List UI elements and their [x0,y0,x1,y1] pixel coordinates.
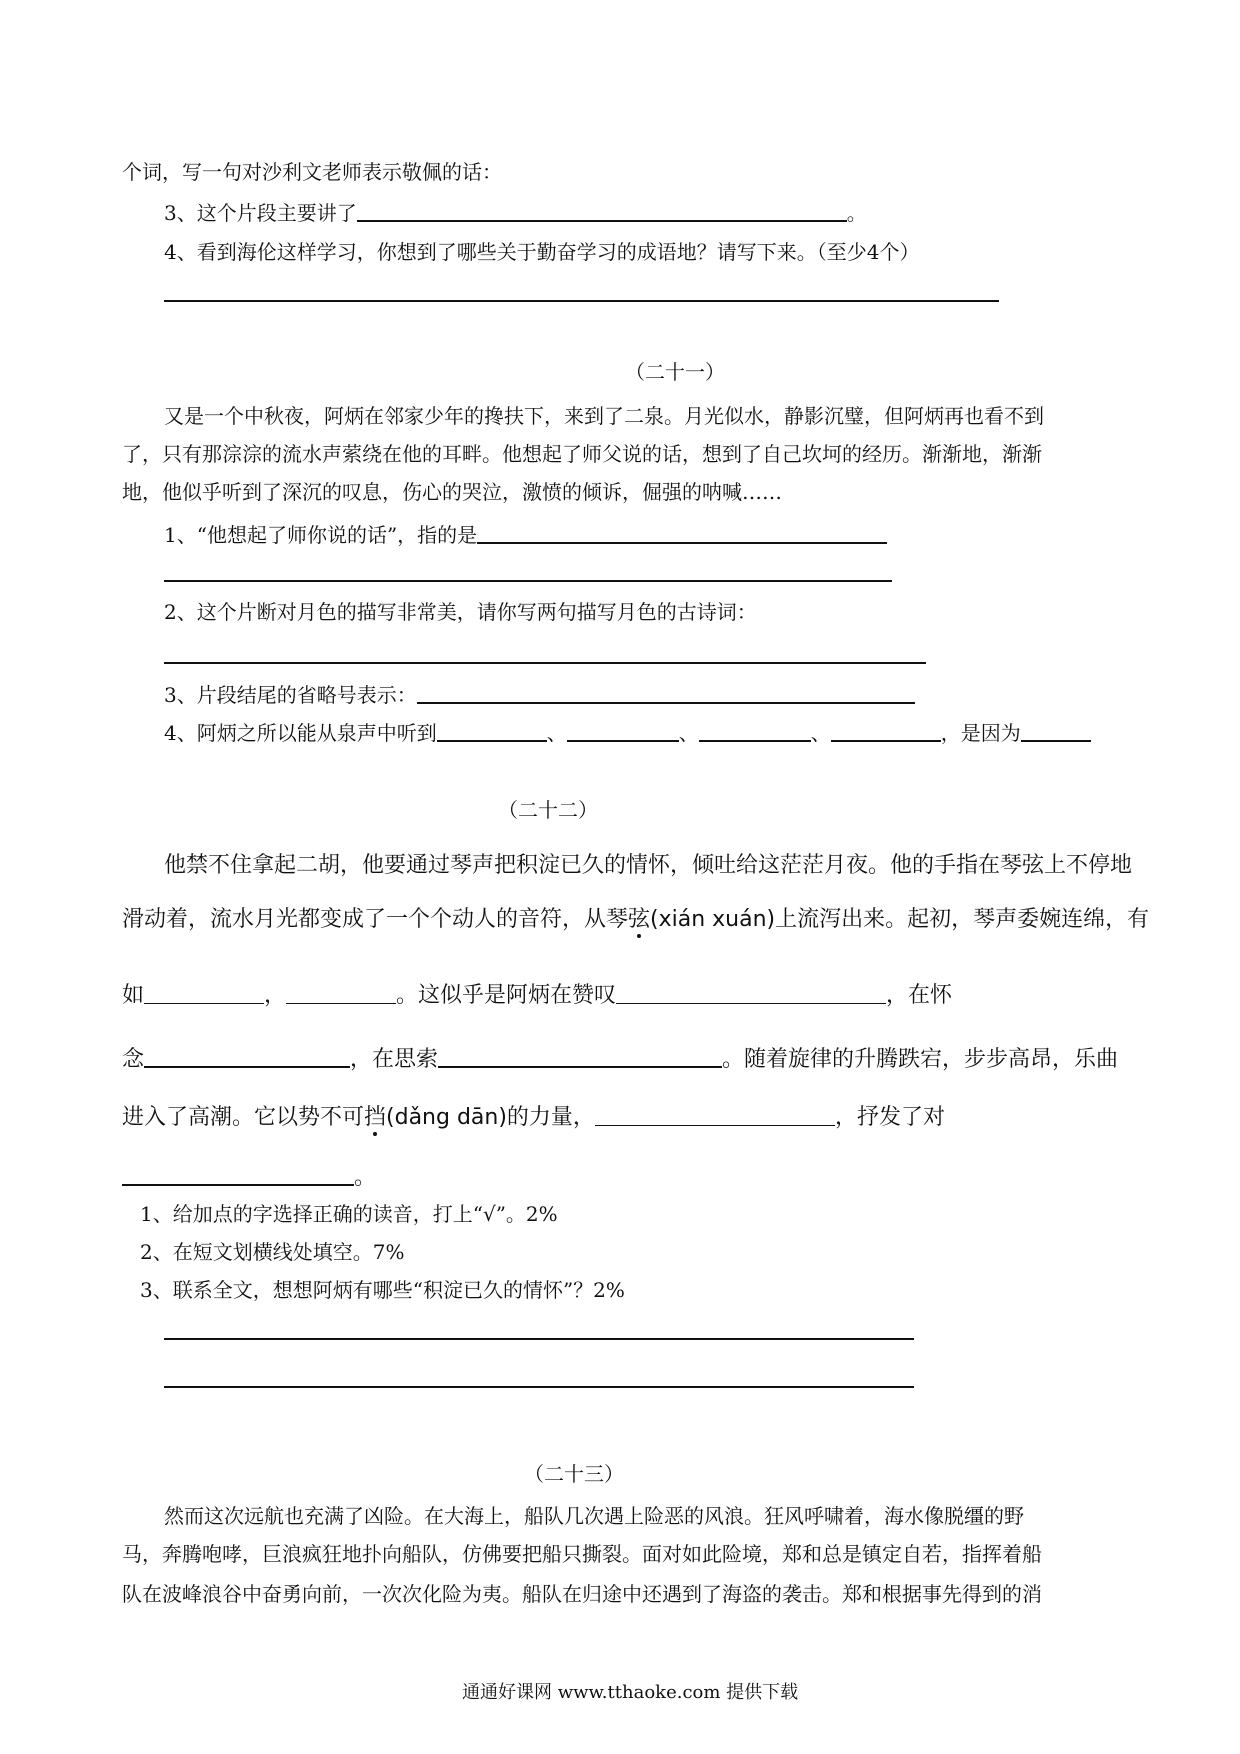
question-3: 3、片段结尾的省略号表示： [164,682,915,707]
question-1: 1、给加点的字选择正确的读音，打上“√”。2% [140,1202,558,1226]
section-title: （二十三） [524,1462,624,1486]
answer-blank[interactable] [567,720,679,742]
answer-blank[interactable] [437,720,547,742]
passage-line: 队在波峰浪谷中奋勇向前，一次次化险为夷。船队在归途中还遇到了海盗的袭击。郑和根据事先得到的消 [122,1582,1042,1606]
dotted-char: 挡 [364,1105,387,1130]
question-2: 2、这个片断对月色的描写非常美，请你写两句描写月色的古诗词： [164,600,757,624]
question-3: 3、这个片段主要讲了 。 [164,201,867,225]
question-2: 2、在短文划横线处填空。7% [140,1240,405,1264]
fill-blank[interactable] [286,983,396,1004]
passage-line: 念 ，在思索 。随着旋律的升腾跌宕，步步高昂，乐曲 [122,1047,1119,1072]
section-title: （二十二） [498,798,598,822]
passage-line: 如 ， 。这似乎是阿炳在赞叹 ，在怀 [122,983,953,1008]
answer-line[interactable] [164,580,892,582]
passage-line: 了，只有那淙淙的流水声萦绕在他的耳畔。他想起了师父说的话，想到了自己坎坷的经历。渐渐地，渐渐 [122,442,1042,466]
answer-blank[interactable] [357,200,847,222]
passage-line: 进入了高潮。它以势不可挡(dǎng dān)的力量， ，抒发了对 [122,1105,945,1130]
answer-line[interactable] [164,662,926,664]
answer-blank[interactable] [477,522,887,544]
passage-line: 又是一个中秋夜，阿炳在邻家少年的搀扶下，来到了二泉。月光似水，静影沉璧，但阿炳再也看不到 [164,404,1044,428]
fill-blank[interactable] [616,983,886,1004]
answer-line[interactable] [164,1338,914,1340]
passage-line: 然而这次远航也充满了凶险。在大海上，船队几次遇上险恶的风浪。狂风呼啸着，海水像脱缰的野 [164,1504,1024,1528]
passage-line: 滑动着，流水月光都变成了一个个动人的音符，从琴弦(xián xuán)上流泻出来。起初，琴声委婉连绵，有 [122,907,1150,932]
fill-blank[interactable] [144,1046,350,1068]
answer-blank[interactable] [1021,720,1091,742]
fill-blank[interactable] [144,983,264,1004]
answer-blank[interactable] [417,682,915,704]
question-3: 3、联系全文，想想阿炳有哪些“积淀已久的情怀”？2% [140,1278,625,1302]
question-4: 4、阿炳之所以能从泉声中听到 、 、 、 ，是因为 [164,720,1091,745]
dotted-char: 弦 [628,907,651,932]
page-footer: 通通好课网 www.tthaoke.com 提供下载 [462,1682,799,1703]
answer-line[interactable] [164,1386,914,1388]
passage-line: 马，奔腾咆哮，巨浪疯狂地扑向船队，仿佛要把船只撕裂。面对如此险境，郑和总是镇定自若，指挥着船 [122,1542,1042,1566]
passage-line: 。 [122,1164,376,1192]
question-1: 1、“他想起了师你说的话”，指的是 [164,522,887,547]
passage-line: 他禁不住拿起二胡，他要通过琴声把积淀已久的情怀，倾吐给这茫茫月夜。他的手指在琴弦上不停地 [164,853,1133,878]
answer-blank[interactable] [699,720,811,742]
fill-blank[interactable] [122,1164,354,1186]
answer-line[interactable] [164,300,999,302]
passage-line: 地，他似乎听到了深沉的叹息，伤心的哭泣，激愤的倾诉，倔强的呐喊…… [122,480,782,504]
question-4: 4、看到海伦这样学习，你想到了哪些关于勤奋学习的成语地？请写下来。（至少4个） [164,240,920,264]
answer-blank[interactable] [831,720,941,742]
question-text: 个词，写一句对沙利文老师表示敬佩的话： [122,160,502,184]
section-title: （二十一） [625,360,725,384]
fill-blank[interactable] [595,1105,835,1126]
fill-blank[interactable] [438,1046,722,1068]
